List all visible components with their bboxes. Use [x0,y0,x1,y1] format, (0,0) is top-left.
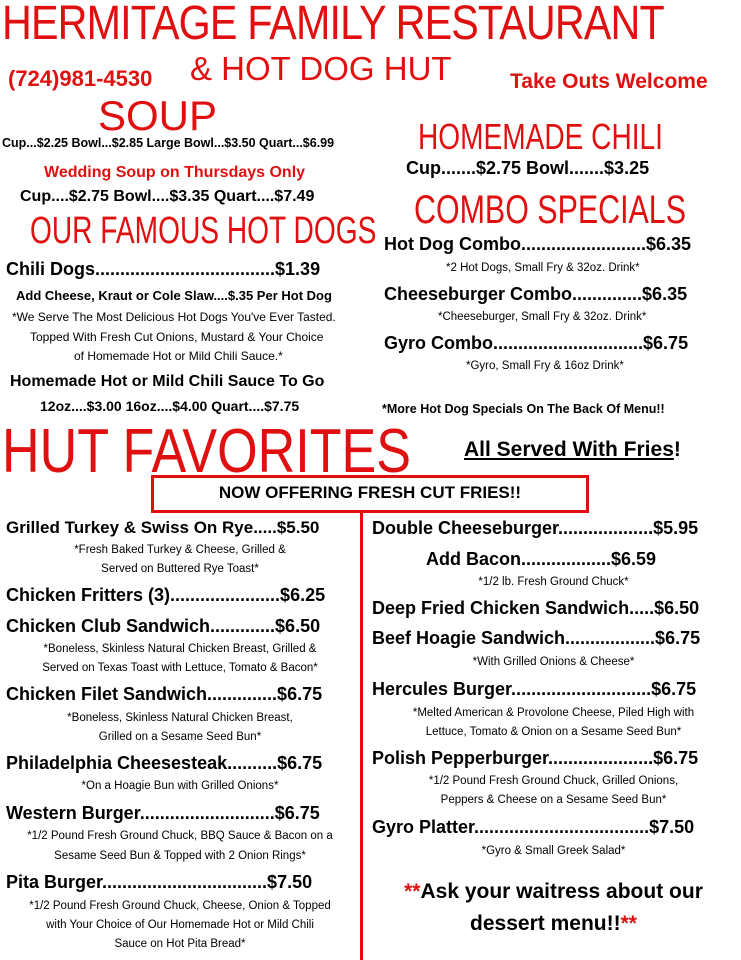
menu-desc-turkey-1: *Fresh Baked Turkey & Cheese, Grilled & [74,544,286,556]
menu-item-fritters: Chicken Fritters (3)......................$6.25 [6,585,326,605]
menu-item-philly: Philadelphia Cheesesteak..........$6.75 [6,753,323,773]
restaurant-title: HERMITAGE FAMILY RESTAURANT [2,0,664,50]
hot-dog-desc-1: *We Serve The Most Delicious Hot Dogs You've Ever Tasted. [12,310,336,324]
menu-desc-hercules-2: Lettuce, Tomato & Onion on a Sesame Seed Bun* [425,726,682,738]
wedding-soup-note: Wedding Soup on Thursdays Only [44,164,306,181]
menu-item-club: Chicken Club Sandwich.............$6.50 [6,616,321,636]
menu-desc-bacon-1: *1/2 lb. Fresh Ground Chuck* [478,576,629,588]
chili-heading: HOMEMADE CHILI [418,116,663,157]
soup-prices: Cup...$2.25 Bowl...$2.85 Large Bowl...$3.50 Quart...$6.99 [2,136,335,150]
column-divider [360,510,363,960]
combo-desc-hot-dog: *2 Hot Dogs, Small Fry & 32oz. Drink* [446,262,640,274]
hot-dog-desc-3: of Homemade Hot or Mild Chili Sauce.* [74,349,283,363]
phone-number: (724)981-4530 [8,66,153,91]
soup-heading: SOUP [98,92,218,139]
menu-item-filet: Chicken Filet Sandwich..............$6.75 [6,684,323,704]
combo-item-gyro: Gyro Combo..............................$6.75 [384,333,689,353]
menu-item-beef-hoagie: Beef Hoagie Sandwich..................$6.75 [372,628,701,648]
menu-desc-club-1: *Boneless, Skinless Natural Chicken Breast, Grilled & [43,643,317,655]
menu-item-turkey: Grilled Turkey & Swiss On Rye.....$5.50 [6,518,320,537]
menu-desc-hoagie-1: *With Grilled Onions & Cheese* [472,656,635,668]
menu-desc-club-2: Served on Texas Toast with Lettuce, Tomato & Bacon* [42,662,318,674]
menu-item-deep-fried-chicken: Deep Fried Chicken Sandwich.....$6.50 [372,598,700,618]
combo-desc-gyro: *Gyro, Small Fry & 16oz Drink* [466,360,624,372]
hot-dogs-heading: OUR FAMOUS HOT DOGS [30,210,377,252]
menu-desc-gyro-1: *Gyro & Small Greek Salad* [481,845,626,857]
dessert-note-line-1: **Ask your waitress about our [404,880,703,903]
menu-item-add-bacon: Add Bacon..................$6.59 [426,549,657,569]
combo-desc-cheeseburger: *Cheeseburger, Small Fry & 32oz. Drink* [438,311,647,323]
restaurant-subtitle: & HOT DOG HUT [190,50,452,87]
dessert-note-line-2: dessert menu!!** [470,912,637,935]
hut-favorites-heading: HUT FAVORITES [2,417,411,486]
menu-desc-philly-1: *On a Hoagie Bun with Grilled Onions* [81,780,279,792]
fresh-fries-banner: NOW OFFERING FRESH CUT FRIES!! [218,483,522,502]
menu-item-hercules: Hercules Burger............................$6.75 [372,679,697,699]
menu-desc-pita-1: *1/2 Pound Fresh Ground Chuck, Cheese, Onion & Topped [29,900,331,912]
menu-desc-polish-2: Peppers & Cheese on a Sesame Seed Bun* [440,794,667,806]
combo-item-hot-dog: Hot Dog Combo.........................$6.35 [384,234,692,254]
more-specials-note: *More Hot Dog Specials On The Back Of Menu!! [382,402,665,416]
chili-sauce-to-go: Homemade Hot or Mild Chili Sauce To Go [10,373,325,390]
menu-item-double-cheeseburger: Double Cheeseburger...................$5.95 [372,518,699,538]
combo-item-cheeseburger: Cheeseburger Combo..............$6.35 [384,284,688,304]
menu-desc-western-2: Sesame Seed Bun & Topped with 2 Onion Rings* [54,850,306,862]
menu-item-polish: Polish Pepperburger.....................$6.75 [372,748,699,768]
menu-item-western: Western Burger...........................$6.75 [6,803,320,823]
take-outs-note: Take Outs Welcome [510,70,708,93]
hot-dog-add-on: Add Cheese, Kraut or Cole Slaw....$.35 Per Hot Dog [16,288,332,303]
hot-dog-desc-2: Topped With Fresh Cut Onions, Mustard & Your Choice [30,330,324,344]
menu-desc-hercules-1: *Melted American & Provolone Cheese, Piled High with [412,707,695,719]
chili-dogs-item: Chili Dogs....................................$1.39 [6,259,321,279]
menu-desc-filet-2: Grilled on a Sesame Seed Bun* [98,731,262,743]
menu-desc-turkey-2: Served on Buttered Rye Toast* [101,563,259,575]
menu-desc-western-1: *1/2 Pound Fresh Ground Chuck, BBQ Sauce & Bacon on a [27,830,333,842]
combo-heading: COMBO SPECIALS [414,188,686,232]
menu-desc-filet-1: *Boneless, Skinless Natural Chicken Breast, [67,712,293,724]
chili-prices: Cup.......$2.75 Bowl.......$3.25 [406,158,650,178]
menu-desc-pita-3: Sauce on Hot Pita Bread* [114,938,246,950]
served-with-fries: All Served With Fries! [464,438,681,461]
menu-item-pita: Pita Burger.................................$7.50 [6,872,313,892]
menu-desc-polish-1: *1/2 Pound Fresh Ground Chuck, Grilled Onions, [428,775,679,787]
menu-item-gyro-platter: Gyro Platter...................................$7.50 [372,817,695,837]
wedding-soup-prices: Cup....$2.75 Bowl....$3.35 Quart....$7.49 [20,188,315,205]
menu-desc-pita-2: with Your Choice of Our Homemade Hot or Mild Chili [46,919,314,931]
chili-sauce-prices: 12oz....$3.00 16oz....$4.00 Quart....$7.75 [40,398,300,414]
